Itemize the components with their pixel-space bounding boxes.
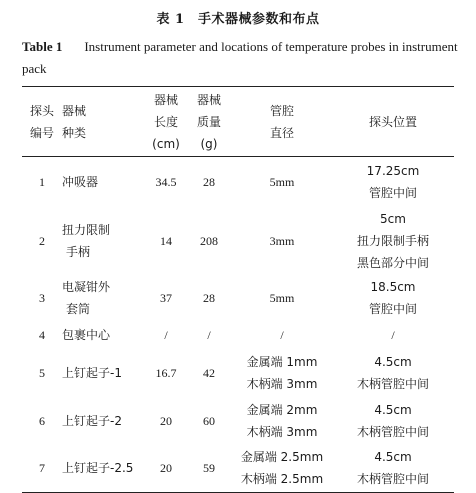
table-row — [22, 157, 454, 207]
cell-probe-location: 4.5cm 木柄管腔中间 — [332, 445, 454, 493]
table-caption-chinese: 表 1 手术器械参数和布点 — [156, 12, 320, 27]
table-row — [22, 349, 454, 397]
cell-instrument-type: 冲吸器 — [62, 174, 99, 189]
cell-instrument-type: 上钉起子-1 — [62, 365, 122, 380]
table-row — [22, 275, 454, 321]
table-label: Table 1 — [22, 39, 63, 54]
cell-probe-location: 17.25cm 管腔中间 — [366, 163, 420, 200]
cell-instrument-type: 上钉起子-2 — [62, 413, 122, 428]
cell-length: / — [164, 327, 168, 342]
cell-length: 14 — [160, 233, 172, 248]
cell-length: 37 — [160, 290, 172, 305]
cell-instrument-type: 扭力限制 手柄 — [62, 222, 111, 259]
cell-probe-no: 7 — [22, 445, 62, 493]
cell-diameter: 金属端 1mm 木柄端 3mm — [246, 354, 318, 391]
table-caption-english — [22, 36, 462, 80]
cell-diameter: 金属端 2mm 木柄端 3mm — [246, 402, 318, 439]
instrument-table — [22, 86, 454, 493]
table-row — [22, 321, 454, 349]
cell-mass: 60 — [203, 413, 215, 428]
cell-length: 16.7 — [155, 365, 177, 380]
cell-mass: 208 — [200, 233, 218, 248]
cell-length: 20 — [146, 445, 186, 493]
header-probe-location: 探头位置 — [368, 114, 417, 129]
cell-probe-no: 1 — [39, 174, 45, 189]
table-title-english: Instrument parameter and locations of temperature probes in instrument pack — [22, 39, 458, 76]
cell-diameter: 金属端 2.5mm 木柄端 2.5mm — [232, 445, 332, 493]
header-diameter: 管腔 直径 — [269, 103, 294, 140]
cell-length: 34.5 — [155, 174, 177, 189]
cell-mass: 59 — [186, 445, 232, 493]
table-row — [22, 207, 454, 275]
cell-instrument-type: 包裹中心 — [62, 327, 111, 342]
cell-probe-location: 18.5cm 管腔中间 — [368, 279, 417, 316]
header-probe-no: 探头 编号 — [29, 103, 54, 140]
header-instrument-type: 器械 种类 — [62, 103, 87, 140]
cell-mass: 42 — [203, 365, 215, 380]
cell-probe-location: 4.5cm 木柄管腔中间 — [356, 354, 429, 391]
cell-probe-no: 2 — [39, 233, 45, 248]
cell-length: 20 — [160, 413, 172, 428]
cell-probe-no: 5 — [39, 365, 45, 380]
header-row — [22, 87, 454, 157]
cell-probe-no: 6 — [39, 413, 45, 428]
header-mass: 器械 质量 (g) — [196, 92, 221, 151]
cell-diameter: / — [280, 327, 284, 342]
cell-probe-location: 5cm 扭力限制手柄 黑色部分中间 — [356, 211, 429, 270]
cell-mass: / — [207, 327, 211, 342]
cell-mass: 28 — [203, 290, 215, 305]
cell-diameter: 5mm — [269, 290, 295, 305]
table-row — [22, 445, 454, 493]
table-row — [22, 397, 454, 445]
cell-probe-no: 3 — [39, 290, 45, 305]
cell-diameter: 3mm — [269, 233, 295, 248]
cell-probe-location: / — [391, 327, 395, 342]
cell-probe-location: 4.5cm 木柄管腔中间 — [356, 402, 429, 439]
cell-instrument-type: 电凝钳外 套筒 — [62, 279, 111, 316]
header-length: 器械 长度 (cm) — [152, 92, 180, 151]
cell-diameter: 5mm — [269, 174, 295, 189]
cell-mass: 28 — [203, 174, 215, 189]
cell-instrument-type: 上钉起子-2.5 — [62, 445, 146, 493]
cell-probe-no: 4 — [39, 327, 45, 342]
